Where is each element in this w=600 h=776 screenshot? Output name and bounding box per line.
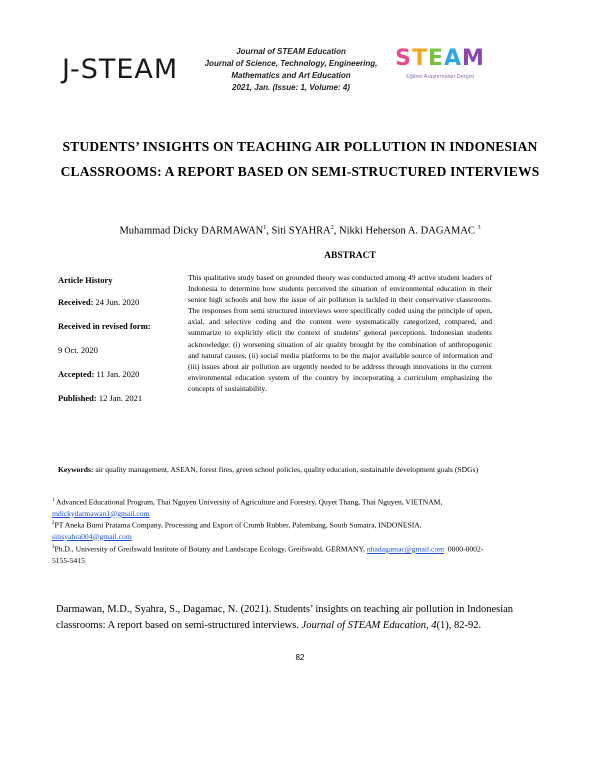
- logo-left-text: J-STEAM: [62, 54, 179, 85]
- author-name: Siti SYAHRA: [271, 225, 331, 237]
- journal-logo-right: [390, 46, 490, 92]
- affiliation-text: PT Aneka Bumi Pratama Company, Processing and Export of Crumb Rubber, Palembang, South Sumatra, INDONESIA,: [54, 520, 422, 530]
- history-revised: [58, 320, 188, 332]
- abstract-heading: ABSTRACT: [324, 251, 376, 261]
- author-name: Muhammad Dicky DARMAWAN: [119, 225, 264, 237]
- steam-logo-subtitle: Eğitimi Araştırmaları Dergisi: [406, 74, 474, 80]
- journal-logo-left: [62, 50, 179, 90]
- steam-logo-letter: E: [427, 46, 444, 71]
- accepted-value: 11 Jan. 2020: [96, 369, 140, 379]
- affiliation-sup: 3: [52, 545, 55, 550]
- affiliation-2: [52, 518, 496, 542]
- orcid-id: 0000-0002-5155-5415: [52, 544, 484, 565]
- citation-tail: (1), 82-92.: [436, 620, 482, 631]
- email-link[interactable]: mdickydarmawan1@gmail.com: [52, 508, 150, 518]
- history-published: [58, 392, 188, 404]
- journal-line: Journal of Science, Technology, Engineering,: [204, 59, 378, 68]
- steam-logo-letter: A: [443, 46, 463, 71]
- journal-line: Mathematics and Art Education: [231, 71, 351, 80]
- history-revised-date: [58, 344, 188, 356]
- author-name: Nikki Heherson A. DAGAMAC: [339, 225, 475, 237]
- paper-title: STUDENTS’ INSIGHTS ON TEACHING AIR POLLUTION IN INDONESIAN CLASSROOMS: A REPORT BASED ON SEMI-STRUCTURED INTERVIEWS: [60, 139, 540, 179]
- journal-line: Journal of STEAM Education: [236, 47, 346, 56]
- keywords-label: Keywords:: [58, 465, 94, 474]
- published-label: Published:: [58, 393, 97, 403]
- received-value: 24 Jun. 2020: [95, 297, 140, 307]
- citation-text: Darmawan, M.D., Syahra, S., Dagamac, N. (2021). Students’ insights on teaching air pollution in Indonesian classrooms: A report based on semi-structured interviews.: [56, 604, 514, 631]
- page-number: 82: [295, 653, 305, 662]
- affiliation-3: [52, 542, 496, 566]
- accepted-label: Accepted:: [58, 369, 95, 379]
- affiliation-sup: 2: [52, 521, 55, 526]
- affiliation-text: Advanced Educational Program, Thai Nguyen University of Agriculture and Forestry, Quyet Thang, Thai Nguyen, VIETNAM,: [55, 497, 443, 507]
- citation-journal: Journal of STEAM Education, 4: [301, 620, 437, 631]
- keywords: [58, 464, 494, 475]
- revised-label: Received in revised form:: [58, 321, 151, 331]
- abstract-body: This qualitative study based on grounded theory was conducted among 49 active student leaders of Indonesia to determine how students perceived the situation of environmental education in their senior high schools and how the issue of air pollution is tackled in their conservative classrooms. The responses from semi structured interviews were specifically coded using the principle of open, axial, and selective coding and the content were systematically categorized, compared, and summarize to explicitly elicit the context of students’ general perceptions. Indonesian students acknowledge: (i) worsening situation of air quality brought by the combination of anthropogenic and natural causes, (ii) social media platforms to be the major available source of information and (iii) issues about air pollution are urgently needed to be address through innovations in the current environmental education system of the country by incorporating a curriculum emphasizing the concepts of sustainability.: [188, 273, 492, 393]
- journal-line: 2021, Jan. (Issue: 1, Volume: 4): [232, 83, 350, 92]
- email-link[interactable]: nhadagamac@gmail.com: [366, 544, 445, 554]
- revised-value: 9 Oct. 2020: [58, 345, 98, 355]
- affiliation-1: [52, 495, 496, 519]
- steam-logo-letter: M: [462, 46, 485, 71]
- affiliation-text: Ph.D., University of Greifswald Institute of Botany and Landscape Ecology, Greifswald, GERMANY,: [54, 544, 365, 554]
- steam-logo-letter: S: [395, 46, 412, 71]
- author-sup: 1: [263, 225, 267, 231]
- history-accepted: [58, 368, 188, 380]
- author-sup: 2: [330, 225, 334, 231]
- affiliation-sup: 1: [52, 498, 55, 503]
- history-received: [58, 296, 188, 308]
- history-heading: [58, 274, 188, 286]
- author-list: Muhammad Dicky DARMAWAN$^1$, Siti SYAHRA$^2$, Nikki Heherson A. DAGAMAC $^3$: [119, 225, 481, 237]
- journal-info: [186, 46, 396, 94]
- author-sup: 3: [477, 225, 481, 231]
- citation: [56, 602, 536, 634]
- published-value: 12 Jan. 2021: [98, 393, 143, 403]
- steam-logo-letter: T: [411, 46, 428, 71]
- email-link[interactable]: sitisyahra004@gmail.com: [52, 531, 132, 541]
- steam-logo-word: [390, 46, 490, 72]
- received-label: Received:: [58, 297, 94, 307]
- history-heading-text: Article History: [58, 275, 113, 285]
- keywords-text: air quality management, ASEAN, forest fires, green school policies, quality education, sustainable development goals (SDGs): [95, 465, 479, 474]
